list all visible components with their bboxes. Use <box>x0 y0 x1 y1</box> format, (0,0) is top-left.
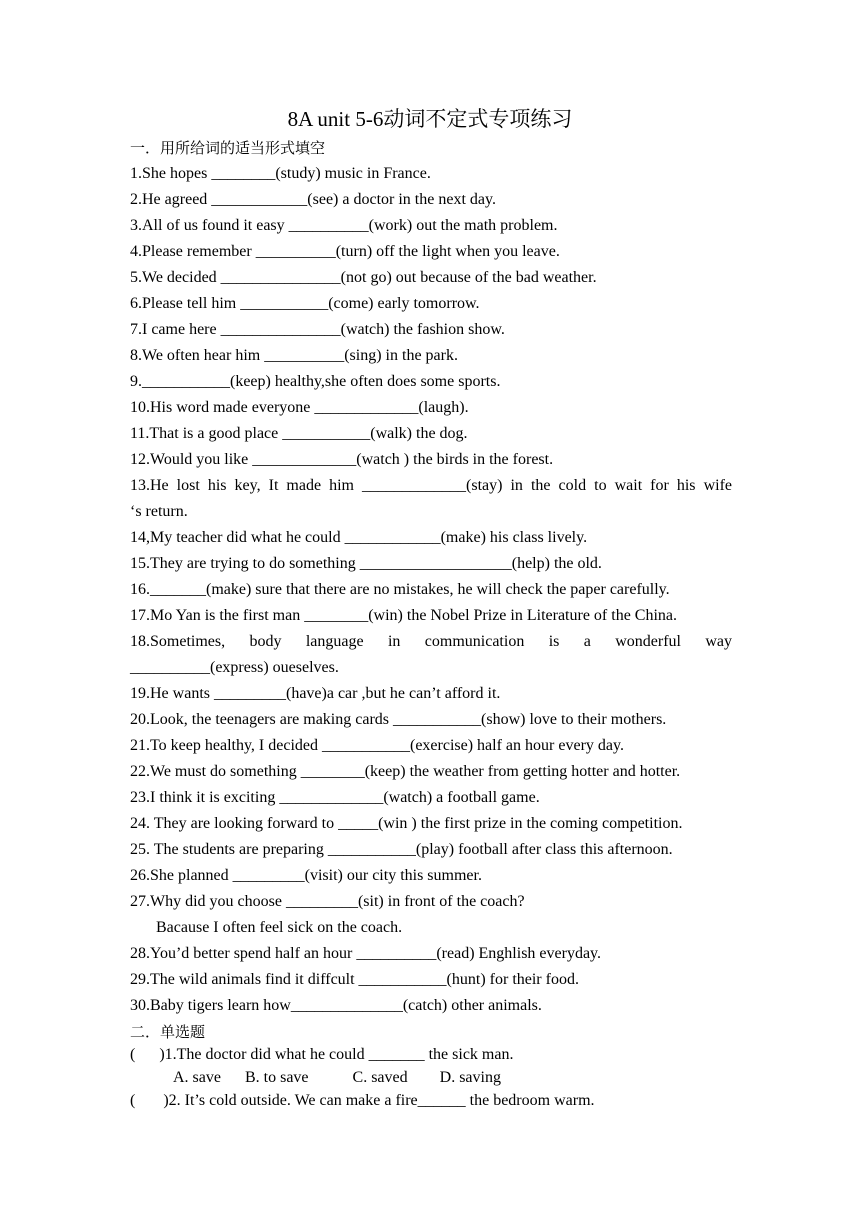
question-line: 15.They are trying to do something ___________________(help) the old. <box>130 555 602 572</box>
section-heading-multiple-choice: 二．单选题 <box>130 1023 206 1041</box>
question-line: 30.Baby tigers learn how______________(catch) other animals. <box>130 997 542 1014</box>
question-line: 20.Look, the teenagers are making cards ___________(show) love to their mothers. <box>130 711 667 728</box>
question-line: 6.Please tell him ___________(come) early tomorrow. <box>130 295 480 312</box>
question-line: 16._______(make) sure that there are no mistakes, he will check the paper carefully. <box>130 581 670 598</box>
question-line: 10.His word made everyone _____________(laugh). <box>130 399 469 416</box>
question-line: 2.He agreed ____________(see) a doctor in the next day. <box>130 191 496 208</box>
question-line: 18.Sometimes, body language in communication is a wonderful way <box>130 633 732 650</box>
question-line: 24. They are looking forward to _____(win ) the first prize in the coming competition. <box>130 815 683 832</box>
question-line: 22.We must do something ________(keep) the weather from getting hotter and hotter. <box>130 763 681 780</box>
question-line: 4.Please remember __________(turn) off the light when you leave. <box>130 243 560 260</box>
question-line: 25. The students are preparing ___________(play) football after class this afternoon. <box>130 841 673 858</box>
question-line: 13.He lost his key, It made him _____________(stay) in the cold to wait for his wife <box>130 477 732 494</box>
question-line: 12.Would you like _____________(watch ) the birds in the forest. <box>130 451 554 468</box>
question-line: 28.You’d better spend half an hour __________(read) Enghlish everyday. <box>130 945 602 962</box>
question-line: 27.Why did you choose _________(sit) in front of the coach? <box>130 893 525 910</box>
question-line: 26.She planned _________(visit) our city this summer. <box>130 867 482 884</box>
question-line: 1.She hopes ________(study) music in France. <box>130 165 431 182</box>
question-line: 3.All of us found it easy __________(work) out the math problem. <box>130 217 558 234</box>
question-line-continued: ‘s return. <box>130 503 188 520</box>
question-line: 11.That is a good place ___________(walk) the dog. <box>130 425 468 442</box>
worksheet-title: 8A unit 5-6动词不定式专项练习 <box>287 107 573 131</box>
question-line: 5.We decided _______________(not go) out because of the bad weather. <box>130 269 597 286</box>
question-answer-line: Bacause I often feel sick on the coach. <box>156 919 403 936</box>
question-line: 17.Mo Yan is the first man ________(win) the Nobel Prize in Literature of the China. <box>130 607 678 624</box>
question-line: 23.I think it is exciting _____________(watch) a football game. <box>130 789 540 806</box>
question-line: 19.He wants _________(have)a car ,but he can’t afford it. <box>130 685 501 702</box>
question-line: 21.To keep healthy, I decided ___________(exercise) half an hour every day. <box>130 737 624 754</box>
mc-question-stem: ( )1.The doctor did what he could _______ the sick man. <box>130 1046 514 1063</box>
question-line: 8.We often hear him __________(sing) in the park. <box>130 347 458 364</box>
question-line: 9.___________(keep) healthy,she often does some sports. <box>130 373 501 390</box>
question-line: 29.The wild animals find it diffcult ___________(hunt) for their food. <box>130 971 579 988</box>
question-line-continued: __________(express) oueselves. <box>130 659 339 676</box>
section-heading-fill-in: 一．用所给词的适当形式填空 <box>130 139 326 157</box>
question-line: 7.I came here _______________(watch) the fashion show. <box>130 321 505 338</box>
mc-options: A. save B. to save C. saved D. saving <box>173 1069 501 1086</box>
mc-question-stem: ( )2. It’s cold outside. We can make a fire______ the bedroom warm. <box>130 1092 595 1109</box>
question-line: 14,My teacher did what he could ____________(make) his class lively. <box>130 529 588 546</box>
